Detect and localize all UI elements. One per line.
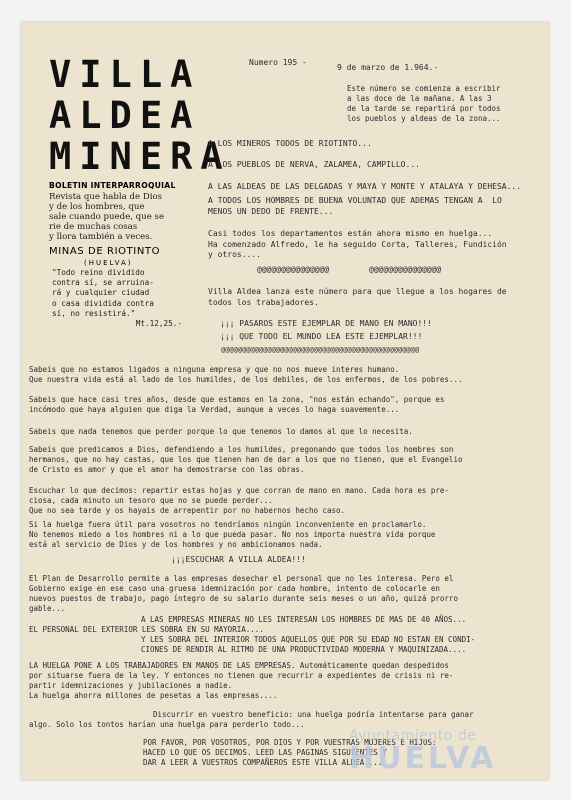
text-line: Villa Aldea lanza este número para que llegue a los hogares de xyxy=(208,287,507,296)
tagline-line: rie de muchas cosas xyxy=(49,222,138,232)
text-line: La huelga ahorra millones de pesetas a las empresas.... xyxy=(29,691,278,701)
quote-line: sí, no resistirá." xyxy=(52,308,136,318)
paragraph-5 xyxy=(29,486,449,516)
text-line: hermanos, que no hay castas, que los que tienen han de dar a los que no tienen, que el Evangelio xyxy=(29,455,463,465)
text-line: Gobierno exige en ese caso una gruesa idemnización por cada hombre, intento de colocarle en xyxy=(29,584,440,594)
paragraph-9 xyxy=(29,661,453,701)
text-line: A LAS EMPRESAS MINERAS NO LES INTERESAN LOS HOMBRES DE MAS DE 40 AÑOS... xyxy=(141,615,467,624)
masthead-subtitle: BOLETIN INTERPARROQUIAL xyxy=(49,181,176,190)
text-line: LA HUELGA PONE A LOS TRABAJADORES EN MANOS DE LAS EMPRESAS. Automáticamente quedan despedidos xyxy=(29,661,449,670)
text-line: Sabeis que hace casi tres años, desde que estamos en la zona, "nos están echando", porque es xyxy=(29,395,445,404)
listen-callout: ¡¡¡ESCUCHAR A VILLA ALDEA!!! xyxy=(171,555,306,564)
epigraph-quote xyxy=(52,268,182,329)
text-line: Que no sea tarde y os hayais de arrepentir por no habernos hecho caso. xyxy=(29,506,346,516)
text-line: y otros.... xyxy=(208,250,261,259)
note-line: los pueblos y aldeas de la zona... xyxy=(347,114,501,124)
address-good-will: A TODOS LOS HOMBRES DE BUENA VOLUNTAD QUE ADEMAS TENGAN A LO xyxy=(208,196,502,205)
paragraph-7 xyxy=(29,574,458,614)
divider-long: @@@@@@@@@@@@@@@@@@@@@@@@@@@@@@@@@@@@@@@@@@@@@@@ xyxy=(221,346,420,354)
intro-paragraph xyxy=(208,229,507,261)
watermark-line-2: HUELVA xyxy=(349,741,497,776)
text-line: Sabeis que nada tenemos que perder porque lo que tenemos lo damos al que lo necesita. xyxy=(29,427,413,436)
text-line: Que nuestra vida está al lado de los humildes, de los debiles, de los enfermos, de los pobres... xyxy=(29,375,463,385)
text-line: nuevos puestos de trabajo, pago íntegro de su salario durante seis meses o un año, quizá prorro xyxy=(29,594,458,604)
text-line: Sabeis que no estamos ligados a ninguna empresa y que no nos mueve interes humano. xyxy=(29,365,400,374)
callout-line: ¡¡¡ QUE TODO EL MUNDO LEA ESTE EJEMPLAR!!! xyxy=(220,331,423,341)
text-line: HACED LO QUE OS DECIMOS. LEED LAS PAGINAS SIGUIENTES Y xyxy=(143,748,387,758)
issue-note xyxy=(347,84,501,124)
paragraph-1 xyxy=(29,365,462,385)
masthead-title-line-1: VILLA xyxy=(49,53,201,96)
text-line: El Plan de Desarrollo permite a las empresas desechar el personal que no les interesa. Pero el xyxy=(29,574,454,583)
note-line: a las doce de la mañana. A las 3 xyxy=(347,94,492,104)
masthead xyxy=(49,53,231,178)
text-line: Si la huelga fuera útil para vosotros no tendríamos ningún inconveniente en proclamarlo. xyxy=(29,520,427,529)
quote-line: o casa dividida contra xyxy=(52,298,154,308)
villa-paragraph xyxy=(208,287,507,308)
quote-reference: Mt.12,25.- xyxy=(135,319,182,329)
text-line: Discurrir en vuestro beneficio: una huelga podría intentarse para ganar xyxy=(153,710,474,719)
issue-number: Numero 195 - xyxy=(249,58,307,67)
text-line: CIONES DE RENDIR AL RITMO DE UNA PRODUCTIVIDAD MODERNA Y MAQUINIZADA.... xyxy=(141,645,467,655)
text-line: está al servicio de Dios y de los hombres y no ambicionamos nada. xyxy=(29,540,323,550)
document-page xyxy=(21,22,549,780)
note-line: Este número se comienza a escribir xyxy=(347,84,501,93)
address-villages: A LAS ALDEAS DE LAS DELGADAS Y MAYA Y MONTE Y ATALAYA Y DEHESA... xyxy=(208,182,522,191)
masthead-title-line-3: MINERA xyxy=(49,135,231,178)
text-line: POR FAVOR, POR VOSOTROS, POR DIOS Y POR VUESTRAS MUJERES E HIJOS: xyxy=(143,738,437,747)
note-line: de la tarde se repartirá por todos xyxy=(347,104,501,114)
pass-callout xyxy=(220,319,432,342)
address-good-will-cont: MENOS UN DEDO DE FRENTE... xyxy=(208,207,334,216)
tagline-line: Revista que habla de Dios xyxy=(49,192,163,202)
text-line: de Cristo es amor y que el amor ha demostrarse con las obras. xyxy=(29,465,305,475)
callout-line: ¡¡¡ PASAROS ESTE EJEMPLAR DE MANO EN MANO!!! xyxy=(220,319,432,328)
watermark-line-1: Ayuntamiento de xyxy=(349,728,477,744)
quote-line: "Todo reino dividido xyxy=(52,268,145,277)
text-line: partir idemnizaciones y jubilaciones a nadie. xyxy=(29,681,233,691)
text-line: Ha comenzado Alfredo, le ha seguido Corta, Talleres, Fundición xyxy=(208,239,507,249)
paragraph-2 xyxy=(29,395,444,415)
text-line: No tenemos miedo a los hombres ni a lo que pueda pasar. No nos importa nuestra vida porque xyxy=(29,530,436,540)
tagline-line: y de los hombres, que xyxy=(49,202,145,212)
text-line: gable... xyxy=(29,604,66,614)
quote-line: contra sí, se arruina- xyxy=(52,278,154,288)
divider-right: @@@@@@@@@@@@@@@ xyxy=(369,265,442,274)
tagline-line: sale cuando puede, que se xyxy=(49,212,165,222)
text-line: DAR A LEER A VUESTROS COMPAÑEROS ESTE VILLA ALDEA.... xyxy=(143,758,383,768)
masthead-title-line-2: ALDEA xyxy=(49,94,201,137)
text-line: por situarse fuera de la ley. Y entonces no tienen que recurrir a expedientes de crisis ni re- xyxy=(29,671,454,681)
tagline-line: y llora también a veces. xyxy=(49,232,153,242)
masthead-place: MINAS DE RIOTINTO xyxy=(49,246,161,257)
paragraph-8 xyxy=(29,615,475,655)
issue-date: 9 de marzo de 1.964.- xyxy=(337,63,439,72)
archive-watermark xyxy=(349,728,549,774)
paragraph-4 xyxy=(29,445,462,475)
text-line: Sabeis que predicamos a Dios, defendiendo a los humildes, pregonando que todos los hombres son xyxy=(29,445,454,454)
paragraph-6 xyxy=(29,520,435,550)
text-line: Escuchar lo que decimos: repartir estas hojas y que corran de mano en mano. Cada hora es pre- xyxy=(29,486,449,495)
text-line: Casi todos los departamentos están ahora mismo en huelga... xyxy=(208,229,493,238)
masthead-tagline xyxy=(49,192,184,242)
divider-left: @@@@@@@@@@@@@@@ xyxy=(257,265,330,274)
text-line: EL PERSONAL DEL EXTERIOR LES SOBRA EN SU MAYORIA.... xyxy=(29,625,264,635)
text-line: todos los trabajadores. xyxy=(208,297,319,307)
text-line: incómodo que haya alguien que diga la Verdad, aunque a veces lo haga suavemente... xyxy=(29,405,400,415)
paragraph-3 xyxy=(29,427,413,437)
quote-line: rá y cualquier ciudad xyxy=(52,288,150,298)
text-line: ciosa, cada minuto un tesoro que no se puede perder... xyxy=(29,496,273,506)
address-towns: A LOS PUEBLOS DE NERVA, ZALAMEA, CAMPILLO... xyxy=(208,160,420,169)
masthead-province: (HUELVA) xyxy=(84,259,133,267)
address-miners: A LOS MINEROS TODOS DE RIOTINTO... xyxy=(208,139,372,148)
text-line: algo. Solo los tontos harían una huelga para perderlo todo... xyxy=(29,720,305,730)
text-line: Y LES SOBRA DEL INTERIOR TODOS AQUELLOS QUE POR SU EDAD NO ESTAN EN CONDI- xyxy=(141,635,476,645)
